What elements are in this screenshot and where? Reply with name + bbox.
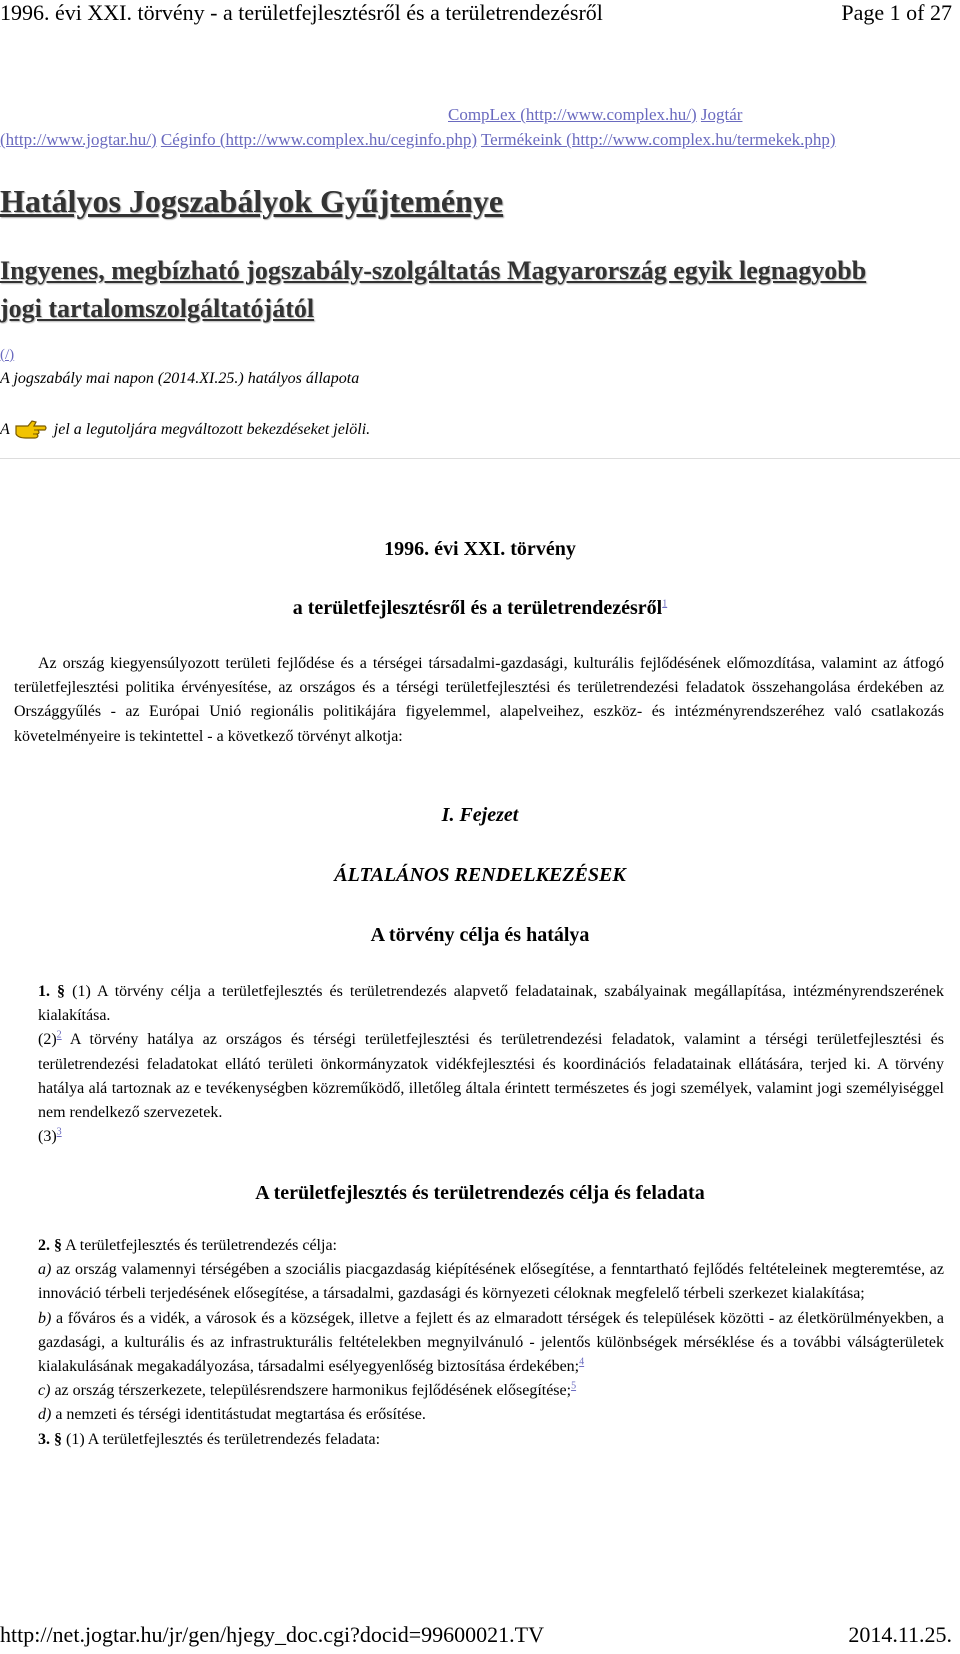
print-footer-date: 2014.11.25. [848, 1622, 952, 1647]
section-number: 3. § [38, 1430, 62, 1448]
footnote-link-3[interactable]: 3 [56, 1126, 62, 1138]
jogtar-link-url[interactable]: (http://www.jogtar.hu/) [0, 130, 157, 149]
footnote-link-1[interactable]: 1 [662, 598, 668, 610]
site-subtitle[interactable]: Ingyenes, megbízható jogszabály-szolgáltatás Magyarország egyik legnagyobb jogi tartalomszolgáltatójától [0, 256, 867, 323]
point-text: a főváros és a vidék, a városok és a községek, illetve a fejlett és az elmaradott térségek és települések közötti - az életkörülményekben, a gazdasági, a kulturális és az infrastrukturális feltételekben megnyilvánuló - jelentős különbségek mérséklése és a további válságterületek kialakulásának megakadályozása, társadalmi esélyegyenlőség biztosítása érdekében; [38, 1309, 944, 1376]
section-2 [14, 1234, 944, 1452]
paragraph-1-3 [14, 1125, 944, 1149]
preamble: Az ország kiegyensúlyozott területi fejlődése és a térségei társadalmi-gazdasági, kulturális fejlődésének előmozdítása, valamint az átfogó területfejlesztési politika érvényesítése, az országos és a térségi területfejlesztési és területrendezési feladatok összehangolása érdekében az Országgyűlés - az Európai Unió regionális politikájára figyelemmel, alapelveihez, eszköz- és intézményrendszeréhez való csatlakozás követelményeire is tekintettel - a következő törvényt alkotja: [14, 655, 944, 745]
point-label: d) [38, 1406, 52, 1424]
paragraph-text: A területfejlesztés és területrendezés célja: [65, 1237, 337, 1254]
chapter-number: I. Fejezet [441, 804, 519, 826]
point-c [14, 1379, 944, 1403]
jogtar-link[interactable]: Jogtár [700, 105, 743, 124]
paragraph-3-1 [14, 1428, 944, 1452]
paragraph-text: (1) A területfejlesztés és területrendezés feladata: [66, 1430, 381, 1448]
section-number: 2. § [38, 1237, 62, 1254]
print-header-title: 1996. évi XXI. törvény - a területfejlesztésről és a területrendezésről [0, 0, 603, 25]
paragraph-text: (1) A törvény célja a területfejlesztés és területrendezés alapvető feladatainak, szabályainak megállapítása, intézményrendszerének kialakítása. [38, 983, 944, 1025]
paragraph-label: (3) [38, 1128, 57, 1146]
point-d [14, 1403, 944, 1427]
point-b [14, 1307, 944, 1380]
ceginfo-link[interactable]: Céginfo (http://www.complex.hu/ceginfo.php) [160, 130, 478, 149]
paragraph-1-2 [14, 1028, 944, 1125]
point-text: az ország valamennyi térségében a szociális piacgazdaság kiépítésének elősegítése, a fenntartható fejlődés feltételeinek megteremtése, az innováció térbeli terjedésének elősegítése, a társadalmi, gazdasági és környezeti céloknak megfelelő térbeli szerkezet kialakítása; [38, 1261, 945, 1303]
point-label: a) [38, 1261, 52, 1279]
footnote-link-5[interactable]: 5 [571, 1380, 577, 1392]
change-legend [0, 418, 370, 442]
point-text: a nemzeti és térségi identitástudat megtartása és erősítése. [55, 1406, 426, 1424]
top-nav-links [0, 102, 960, 152]
section-heading-purpose: A törvény célja és hatálya [370, 924, 590, 946]
law-number: 1996. évi XXI. törvény [384, 538, 576, 560]
point-label: b) [38, 1309, 52, 1327]
complex-link[interactable]: CompLex (http://www.complex.hu/) [448, 105, 697, 124]
section-number: 1. § [38, 983, 66, 1000]
paragraph-1-1 [14, 980, 944, 1028]
section-heading-goals: A területfejlesztés és területrendezés célja és feladata [255, 1182, 705, 1204]
section-1 [14, 980, 944, 1149]
home-link[interactable]: (/) [0, 347, 15, 363]
legend-text: jel a legutoljára megváltozott bekezdéseket jelöli. [53, 421, 371, 438]
paragraph-2-intro [14, 1234, 944, 1258]
legend-prefix: A [0, 421, 10, 438]
paragraph-text: A törvény hatálya az országos és térségi területfejlesztési és területrendezési feladatok, valamint a térségi területfejlesztési és területrendezési feladatokat ellátó területi önkormányzatok vidékfejlesztési és koordinációs feladatainak ellátására, terjed ki. A törvény hatálya alá tartoznak az e tevékenységben közreműködő, illetőleg általa érintett természetes és jogi személyek, valamint jogi személyiséggel nem rendelkező szervezetek. [38, 1031, 945, 1122]
termekeink-link[interactable]: Termékeink (http://www.complex.hu/termekek.php) [480, 130, 836, 149]
print-footer-url: http://net.jogtar.hu/jr/gen/hjegy_doc.cgi?docid=99600021.TV [0, 1622, 544, 1647]
footnote-link-2[interactable]: 2 [56, 1030, 62, 1042]
law-title-text: a területfejlesztésről és a területrendezésről [292, 597, 663, 619]
point-label: c) [38, 1382, 51, 1400]
site-title[interactable]: Hatályos Jogszabályok Gyűjteménye [0, 183, 504, 219]
validity-status: A jogszabály mai napon (2014.XI.25.) hatályos állapota [0, 370, 360, 387]
paragraph-label: (2) [38, 1031, 57, 1049]
footnote-link-4[interactable]: 4 [579, 1356, 585, 1368]
chapter-title: ÁLTALÁNOS RENDELKEZÉSEK [334, 864, 626, 886]
print-page-number: Page 1 of 27 [841, 0, 952, 25]
pointing-hand-icon [14, 418, 48, 442]
point-a [14, 1258, 944, 1306]
divider [0, 458, 960, 459]
point-text: az ország térszerkezete, településrendszere harmonikus fejlődésének elősegítése; [54, 1382, 572, 1400]
law-title [0, 597, 960, 620]
